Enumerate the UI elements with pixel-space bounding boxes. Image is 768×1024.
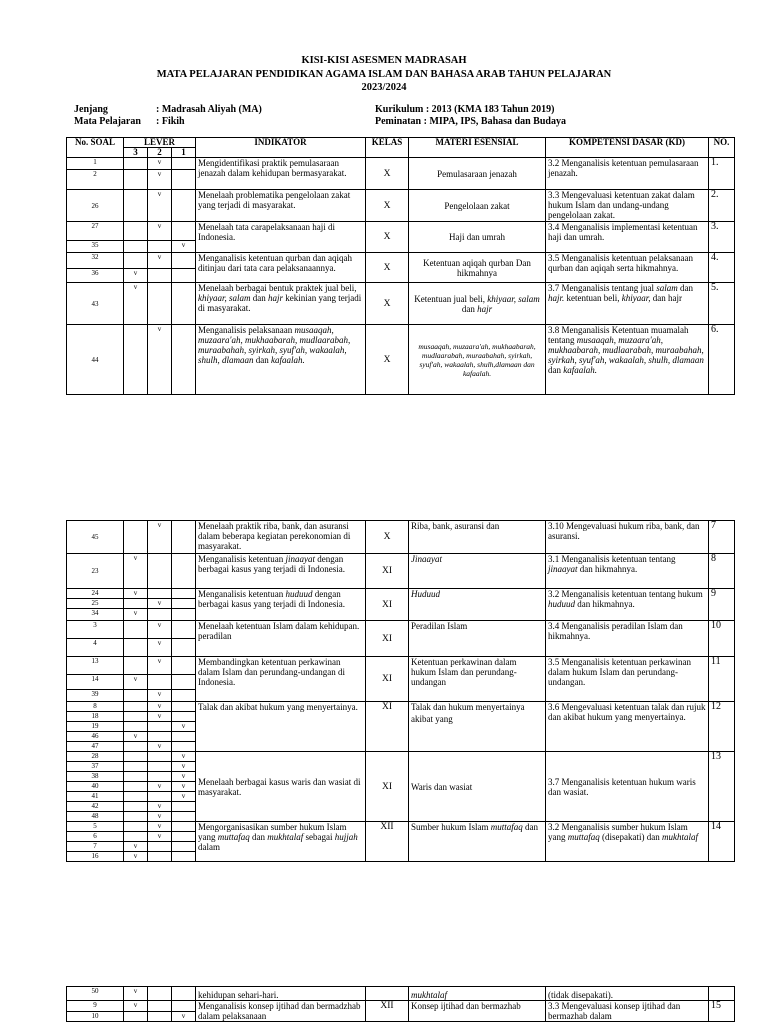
- col-level-1: 1: [172, 148, 196, 158]
- level-check: v: [148, 690, 172, 702]
- kisi-table-3: [66, 986, 735, 1022]
- soal-number: 45: [67, 521, 124, 554]
- soal-number: 7: [67, 842, 124, 852]
- soal-number: 34: [67, 609, 124, 621]
- soal-number: 18: [67, 712, 124, 722]
- doc-subtitle: MATA PELAJARAN PENDIDIKAN AGAMA ISLAM DAN BAHASA ARAB TAHUN PELAJARAN: [156, 69, 612, 80]
- soal-number: 38: [67, 772, 124, 782]
- kd-number: 9: [709, 589, 735, 621]
- soal-number: 32: [67, 253, 124, 269]
- level-check: v: [148, 639, 172, 657]
- kelas-cell: X: [366, 222, 409, 253]
- materi-cell: Huduud: [409, 589, 546, 621]
- materi-cell: Ketentuan aqiqah qurban Dan hikmahnya: [409, 253, 546, 283]
- kd-number: 10: [709, 621, 735, 657]
- kelas-cell: X: [366, 190, 409, 222]
- soal-number: 37: [67, 762, 124, 772]
- kurikulum: Kurikulum : 2013 (KMA 183 Tahun 2019): [375, 104, 555, 115]
- soal-number: 14: [67, 675, 124, 690]
- indikator-cell: Menelaah berbagai bentuk praktek jual beli, khiyaar, salam dan hajr kekinian yang terjadi di masyarakat.: [196, 283, 366, 325]
- level-check: v: [148, 222, 172, 241]
- kelas-cell: XI: [366, 702, 409, 752]
- level-check: v: [172, 1011, 196, 1022]
- col-no: NO.: [709, 138, 735, 158]
- doc-title: KISI-KISI ASESMEN MADRASAH: [301, 55, 467, 66]
- kd-cell: 3.4 Menganalisis implementasi ketentuan haji dan umrah.: [546, 222, 709, 253]
- level-check: v: [172, 241, 196, 253]
- col-kelas: KELAS: [366, 138, 409, 158]
- kd-number: 8: [709, 554, 735, 589]
- level-check: v: [148, 802, 172, 812]
- level-check: v: [148, 325, 172, 395]
- materi-cell: Haji dan umrah: [409, 222, 546, 253]
- soal-number: 25: [67, 599, 124, 609]
- indikator-cell: Menganalisis ketentuan qurban dan aqiqah ditinjau dari tata cara pelaksanaannya.: [196, 253, 366, 283]
- materi-cell: Ketentuan jual beli, khiyaar, salam dan hajr: [409, 283, 546, 325]
- mapel-label: Mata Pelajaran: [74, 116, 141, 127]
- col-lever: LEVER: [124, 138, 196, 148]
- level-check: v: [124, 554, 148, 589]
- kd-cell: 3.3 Mengevaluasi ketentuan zakat dalam hukum Islam dan undang-undang pengelolaan zakat.: [546, 190, 709, 222]
- level-check: v: [148, 712, 172, 722]
- level-check: v: [148, 621, 172, 639]
- soal-number: 47: [67, 742, 124, 752]
- level-check: v: [124, 1001, 148, 1012]
- kelas-cell: X: [366, 158, 409, 190]
- indikator-cell: Membandingkan ketentuan perkawinan dalam Islam dan perundang-undangan di Indonesia.: [196, 657, 366, 702]
- materi-cell: Konsep ijtihad dan bermazhab: [409, 1001, 546, 1022]
- kd-cell: 3.2 Menganalisis sumber hukum Islam yang muttafaq (disepakati) dan mukhtalaf: [546, 822, 709, 862]
- kd-number: 3.: [709, 222, 735, 253]
- kd-number: 13: [709, 752, 735, 822]
- indikator-cell: Menelaah berbagai kasus waris dan wasiat di masyarakat.: [196, 752, 366, 822]
- col-kd: KOMPETENSI DASAR (KD): [546, 138, 709, 158]
- kd-number: 5.: [709, 283, 735, 325]
- peminatan: Peminatan : MIPA, IPS, Bahasa dan Budaya: [375, 116, 566, 127]
- soal-number: 26: [67, 190, 124, 222]
- level-check: v: [124, 283, 148, 325]
- jenjang-label: Jenjang: [74, 104, 108, 115]
- kd-cell: (tidak disepakati).: [546, 987, 709, 1001]
- kd-number: 7: [709, 521, 735, 554]
- indikator-cell: Menganalisis ketentuan huduud dengan berbagai kasus yang terjadi di Indonesia.: [196, 589, 366, 621]
- level-check: v: [172, 722, 196, 732]
- kd-number: 6.: [709, 325, 735, 395]
- materi-cell: Pengelolaan zakat: [409, 190, 546, 222]
- kd-cell: 3.6 Mengevaluasi ketentuan talak dan rujuk dan akibat hukum yang menyertainya.: [546, 702, 709, 752]
- soal-number: 43: [67, 283, 124, 325]
- kd-number: 1.: [709, 158, 735, 190]
- indikator-cell: Menganalisis konsep ijtihad dan bermadzhab dalam pelaksanaan: [196, 1001, 366, 1022]
- level-check: v: [148, 253, 172, 269]
- indikator-cell: Mengorganisasikan sumber hukum Islam yang muttafaq dan mukhtalaf sebagai hujjah dalam: [196, 822, 366, 862]
- indikator-cell: kehidupan sehari-hari.: [196, 987, 366, 1001]
- level-check: v: [148, 832, 172, 842]
- kelas-cell: XII: [366, 1001, 409, 1022]
- kd-cell: 3.8 Menganalisis Ketentuan muamalah tentang musaaqah, muzaara'ah, mukhaabarah, mudlaarabah, muraabahah, syirkah, syuf'ah, wakaalah, shulh, dlamaan dan kafaalah.: [546, 325, 709, 395]
- kd-cell: 3.4 Menganalisis peradilan Islam dan hikmahnya.: [546, 621, 709, 657]
- soal-number: 23: [67, 554, 124, 589]
- soal-number: 50: [67, 987, 124, 1001]
- indikator-cell: Mengidentifikasi praktik pemulasaraan jenazah dalam kehidupan bermasyarakat.: [196, 158, 366, 190]
- soal-number: 35: [67, 241, 124, 253]
- level-check: v: [124, 675, 148, 690]
- mapel-value: : Fikih: [156, 116, 185, 127]
- kelas-cell: XI: [366, 621, 409, 657]
- indikator-cell: Menganalisis pelaksanaan musaaqah, muzaara'ah, mukhaabarah, mudlaarabah, muraabahah, syirkah, syuf'ah, wakaalah, shulh, dlamaan dan kafaalah.: [196, 325, 366, 395]
- kd-cell: 3.10 Mengevaluasi hukum riba, bank, dan asuransi.: [546, 521, 709, 554]
- soal-number: 6: [67, 832, 124, 842]
- kelas-cell: XI: [366, 554, 409, 589]
- materi-cell: Peradilan Islam: [409, 621, 546, 657]
- soal-number: 16: [67, 852, 124, 862]
- soal-number: 4: [67, 639, 124, 657]
- indikator-cell: Menganalisis ketentuan jinaayat dengan berbagai kasus yang terjadi di Indonesia.: [196, 554, 366, 589]
- level-check: v: [124, 269, 148, 283]
- level-check: v: [148, 599, 172, 609]
- kd-cell: 3.1 Menganalisis ketentuan tentang jinaayat dan hikmahnya.: [546, 554, 709, 589]
- indikator-cell: Menelaah tata carapelaksanaan haji di Indonesia.: [196, 222, 366, 253]
- level-check: v: [124, 987, 148, 1001]
- soal-number: 27: [67, 222, 124, 241]
- kelas-cell: X: [366, 325, 409, 395]
- materi-cell: musaaqah, muzaara'ah, mukhaabarah, mudlaarabah, muraabahah, syirkah, syuf'ah, wakaalah, shulh,dlamaan dan kafaalah.: [409, 325, 546, 395]
- kd-cell: 3.5 Menganalisis ketentuan pelaksanaan qurban dan aqiqah serta hikmahnya.: [546, 253, 709, 283]
- soal-number: 46: [67, 732, 124, 742]
- soal-number: 39: [67, 690, 124, 702]
- level-check: v: [148, 782, 172, 792]
- doc-year: 2023/2024: [361, 82, 407, 93]
- soal-number: 19: [67, 722, 124, 732]
- kd-cell: 3.7 Menganalisis tentang jual salam dan hajr. ketentuan beli, khiyaar, dan hajr: [546, 283, 709, 325]
- col-no-soal: No. SOAL: [67, 138, 124, 158]
- level-check: v: [172, 762, 196, 772]
- kd-number: 15: [709, 1001, 735, 1022]
- level-check: v: [124, 852, 148, 862]
- kd-cell: 3.3 Mengevaluasi konsep ijtihad dan bermazhab dalam: [546, 1001, 709, 1022]
- kelas-cell: XI: [366, 589, 409, 621]
- level-check: v: [148, 812, 172, 822]
- materi-cell: Jinaayat: [409, 554, 546, 589]
- col-level-3: 3: [124, 148, 148, 158]
- soal-number: 5: [67, 822, 124, 832]
- kisi-table-1: [66, 137, 735, 395]
- soal-number: 40: [67, 782, 124, 792]
- soal-number: 9: [67, 1001, 124, 1012]
- kd-number: 11: [709, 657, 735, 702]
- col-indikator: INDIKATOR: [196, 138, 366, 158]
- kd-cell: 3.5 Menganalisis ketentuan perkawinan dalam hukum Islam dan perundang-undangan.: [546, 657, 709, 702]
- kelas-cell: XII: [366, 822, 409, 862]
- level-check: v: [172, 772, 196, 782]
- materi-cell: Ketentuan perkawinan dalam hukum Islam dan perundang-undangan: [409, 657, 546, 702]
- soal-number: 48: [67, 812, 124, 822]
- kelas-cell: XI: [366, 752, 409, 822]
- materi-cell: Riba, bank, asuransi dan: [409, 521, 546, 554]
- soal-number: 1: [67, 158, 124, 170]
- kd-number: 4.: [709, 253, 735, 283]
- level-check: v: [148, 822, 172, 832]
- soal-number: 24: [67, 589, 124, 599]
- soal-number: 3: [67, 621, 124, 639]
- soal-number: 8: [67, 702, 124, 712]
- level-check: v: [148, 170, 172, 190]
- soal-number: 10: [67, 1011, 124, 1022]
- level-check: v: [148, 742, 172, 752]
- level-check: v: [148, 702, 172, 712]
- soal-number: 36: [67, 269, 124, 283]
- soal-number: 2: [67, 170, 124, 190]
- kd-cell: 3.2 Menganalisis ketentuan tentang hukum huduud dan hikmahnya.: [546, 589, 709, 621]
- col-level-2: 2: [148, 148, 172, 158]
- kelas-cell: XI: [366, 657, 409, 702]
- materi-cell: Sumber hukum Islam muttafaq dan: [409, 822, 546, 862]
- level-check: v: [124, 589, 148, 599]
- level-check: v: [148, 158, 172, 170]
- level-check: v: [124, 842, 148, 852]
- kelas-cell: X: [366, 253, 409, 283]
- materi-cell: Waris dan wasiat: [409, 752, 546, 822]
- materi-cell: mukhtalaf: [409, 987, 546, 1001]
- kd-number: 2.: [709, 190, 735, 222]
- kelas-cell: X: [366, 521, 409, 554]
- indikator-cell: Menelaah ketentuan Islam dalam kehidupan. peradilan: [196, 621, 366, 657]
- jenjang-value: : Madrasah Aliyah (MA): [156, 104, 262, 115]
- level-check: v: [148, 190, 172, 222]
- level-check: v: [148, 657, 172, 675]
- soal-number: 44: [67, 325, 124, 395]
- indikator-cell: Menelaah praktik riba, bank, dan asuransi dalam beberapa kegiatan perekonomian di masyarakat.: [196, 521, 366, 554]
- level-check: v: [172, 752, 196, 762]
- kd-cell: 3.2 Menganalisis ketentuan pemulasaraan jenazah.: [546, 158, 709, 190]
- level-check: v: [172, 792, 196, 802]
- level-check: v: [172, 782, 196, 792]
- kelas-cell: X: [366, 283, 409, 325]
- level-check: v: [124, 609, 148, 621]
- col-materi: MATERI ESENSIAL: [409, 138, 546, 158]
- kisi-table-2: [66, 520, 735, 862]
- indikator-cell: Menelaah problematika pengelolaan zakat yang terjadi di masyarakat.: [196, 190, 366, 222]
- soal-number: 13: [67, 657, 124, 675]
- soal-number: 42: [67, 802, 124, 812]
- kd-cell: 3.7 Menganalisis ketentuan hukum waris dan wasiat.: [546, 752, 709, 822]
- kd-number: 12: [709, 702, 735, 752]
- soal-number: 41: [67, 792, 124, 802]
- soal-number: 28: [67, 752, 124, 762]
- materi-cell: Talak dan hukum menyertainya akibat yang: [409, 702, 546, 752]
- level-check: v: [124, 732, 148, 742]
- indikator-cell: Talak dan akibat hukum yang menyertainya.: [196, 702, 366, 752]
- materi-cell: Pemulasaraan jenazah: [409, 158, 546, 190]
- level-check: v: [148, 521, 172, 554]
- kd-number: 14: [709, 822, 735, 862]
